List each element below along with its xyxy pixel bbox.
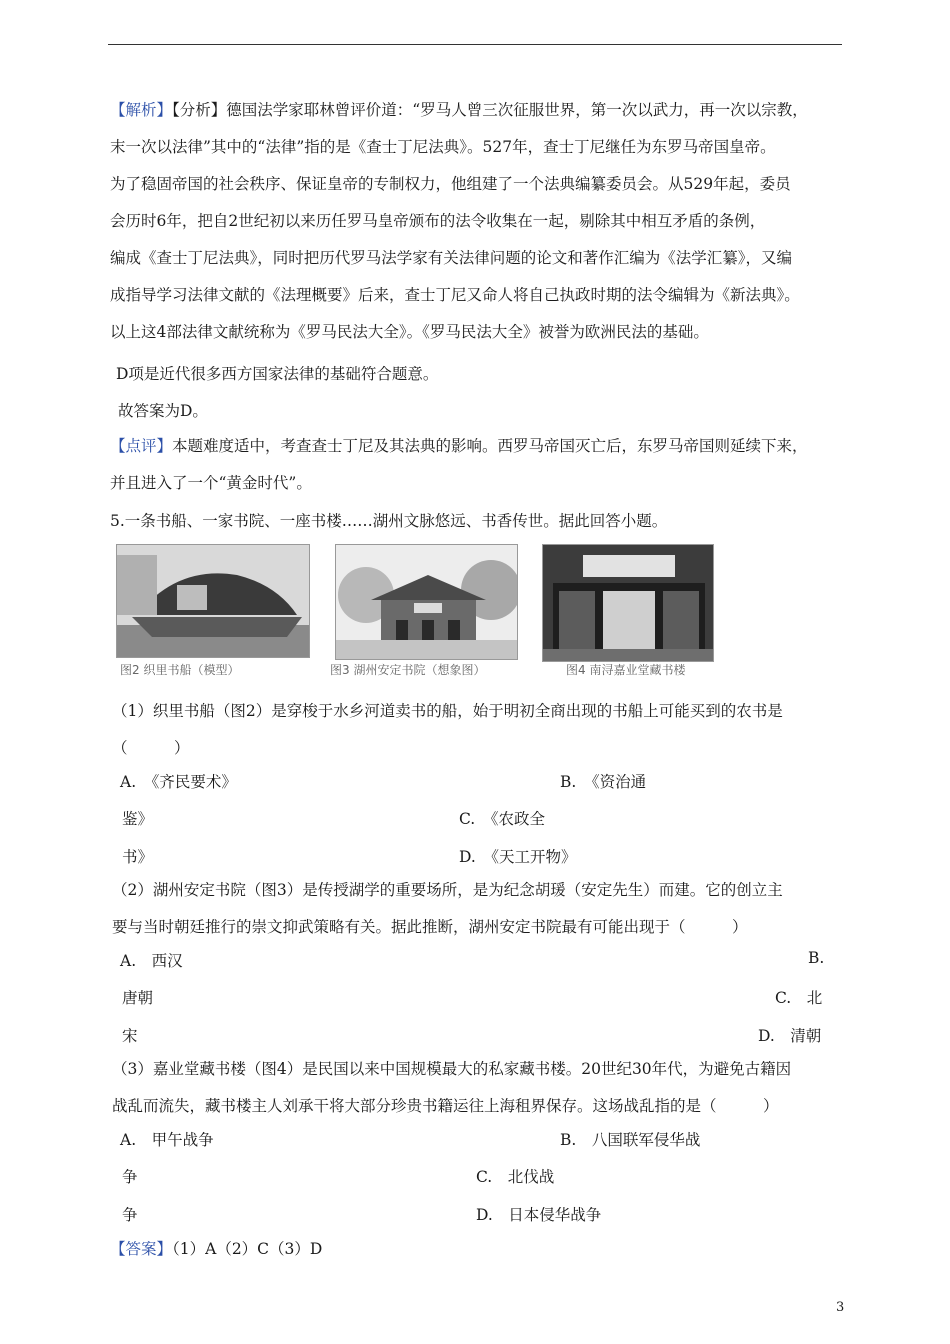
answer-tag: 【答案】 [110, 1240, 173, 1258]
sub1-stem-cont: （ ） [112, 739, 190, 757]
analysis-line: 为了稳固帝国的社会秩序、保证皇帝的专制权力，他组建了一个法典编纂委员会。从529年起，委员 [110, 175, 791, 193]
analysis-line: 末一次以法律”其中的“法律”指的是《查士丁尼法典》。527年，查士丁尼继任为东罗马帝国皇帝。 [110, 138, 776, 156]
sub2-option-b: B. [808, 949, 825, 967]
sub2-option-d: D. 清朝 [758, 1027, 822, 1045]
comment-tag: 【点评】 [110, 437, 173, 455]
comment-line: 并且进入了一个“黄金时代”。 [110, 474, 312, 492]
question5-stem: 5.一条书船、一家书院、一座书楼……湖州文脉悠远、书香传世。据此回答小题。 [110, 512, 668, 530]
page-number: 3 [836, 1300, 845, 1315]
analysis-line: 会历时6年，把自2世纪初以来历任罗马皇帝颁布的法令收集在一起，剔除其中相互矛盾的条例， [110, 212, 766, 230]
sub3-stem: （3）嘉业堂藏书楼（图4）是民国以来中国规模最大的私家藏书楼。20世纪30年代，为避免古籍因 [112, 1060, 792, 1078]
comment-line: 本题难度适中，考查查士丁尼及其法典的影响。西罗马帝国灭亡后，东罗马帝国则延续下来， [172, 437, 808, 455]
analysis-subtag: 【分析】 [172, 101, 227, 119]
figure-caption: 图4 南浔嘉业堂藏书楼 [566, 663, 686, 677]
sub2-stem-cont: 要与当时朝廷推行的崇文抑武策略有关。据此推断，湖州安定书院最有可能出现于（ ） [112, 918, 748, 936]
figure-academy-photo [335, 544, 518, 660]
analysis-d-line: D项是近代很多西方国家法律的基础符合题意。 [116, 365, 439, 383]
sub2-option-c: C. 北 [775, 989, 823, 1007]
sub3-option-b-cont: 争 [122, 1168, 138, 1186]
answer-line [110, 1237, 322, 1259]
sub1-option-b-cont: 鉴》 [122, 810, 154, 828]
figure-caption: 图2 织里书船（模型） [120, 663, 240, 677]
sub1-option-c: C. 《农政全 [459, 810, 545, 828]
sub3-option-b: B. 八国联军侵华战 [560, 1131, 701, 1149]
sub2-option-c-cont: 宋 [122, 1027, 138, 1045]
sub3-option-d: D. 日本侵华战争 [476, 1206, 602, 1224]
sub2-option-b-cont: 唐朝 [122, 989, 154, 1007]
figure-library-photo [542, 544, 714, 662]
sub2-option-a: A. 西汉 [120, 952, 183, 970]
sub3-option-c-cont: 争 [122, 1206, 138, 1224]
analysis-line: 以上这4部法律文献统称为《罗马民法大全》。《罗马民法大全》被誉为欧洲民法的基础。 [110, 323, 709, 341]
analysis-tag: 【解析】 [110, 101, 173, 119]
sub1-option-a: A. 《齐民要术》 [120, 773, 237, 791]
analysis-line: 编成《查士丁尼法典》，同时把历代罗马法学家有关法律问题的论文和著作汇编为《法学汇纂》，又编 [110, 249, 793, 267]
comment-paragraph [110, 428, 850, 502]
analysis-paragraph [110, 92, 850, 351]
analysis-line: 德国法学家耶林曾评价道：“罗马人曾三次征服世界，第一次以武力，再一次以宗教， [226, 101, 808, 119]
sub1-option-d: D. 《天工开物》 [459, 848, 577, 866]
header-rule [108, 44, 842, 45]
library-photo-icon [543, 545, 714, 662]
sub1-stem: （1）织里书船（图2）是穿梭于水乡河道卖书的船，始于明初全商出现的书船上可能买到的农书是 [112, 702, 783, 720]
academy-photo-icon [336, 545, 518, 660]
sub3-stem-cont: 战乱而流失，藏书楼主人刘承干将大部分珍贵书籍运往上海租界保存。这场战乱指的是（ ） [112, 1097, 779, 1115]
answer-value: （1）A（2）C（3）D [172, 1240, 323, 1258]
analysis-answer-line: 故答案为D。 [118, 402, 208, 420]
figure-boat-photo [116, 544, 310, 658]
figure-caption: 图3 湖州安定书院（想象图） [330, 663, 486, 677]
sub1-option-c-cont: 书》 [122, 848, 154, 866]
boat-photo-icon [117, 545, 310, 658]
sub2-stem: （2）湖州安定书院（图3）是传授湖学的重要场所，是为纪念胡瑗（安定先生）而建。它的创立主 [112, 881, 783, 899]
sub3-option-a: A. 甲午战争 [120, 1131, 214, 1149]
sub1-option-b: B. 《资治通 [560, 773, 647, 791]
sub3-option-c: C. 北伐战 [476, 1168, 555, 1186]
analysis-line: 成指导学习法律文献的《法理概要》后来，查士丁尼又命人将自己执政时期的法令编辑为《新法典》。 [110, 286, 800, 304]
